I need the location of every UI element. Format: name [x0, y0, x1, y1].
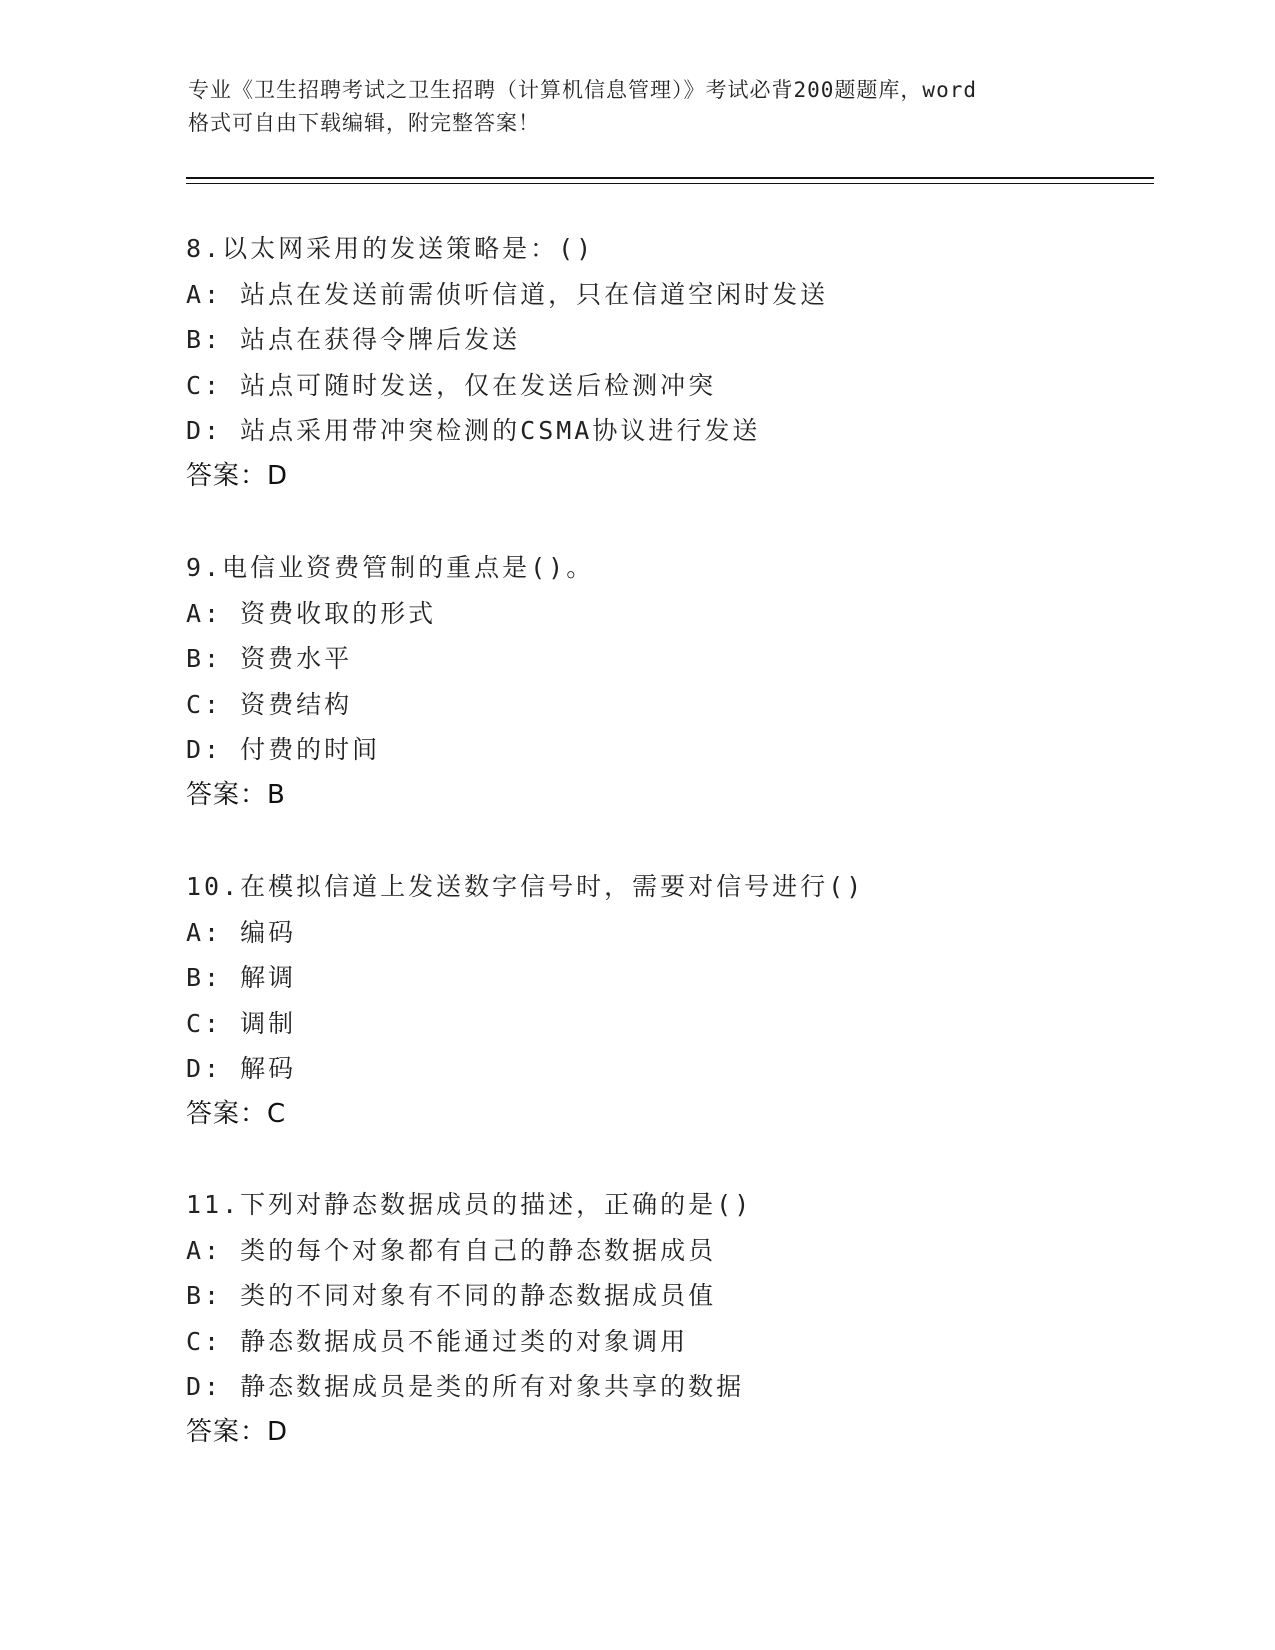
option-c: C: 站点可随时发送，仅在发送后检测冲突: [186, 370, 717, 400]
option-c: C: 资费结构: [186, 689, 353, 719]
answer-text: 答案：D: [186, 1416, 289, 1447]
option-a: A: 站点在发送前需侦听信道，只在信道空闲时发送: [186, 279, 829, 309]
answer-text: 答案：B: [186, 779, 286, 810]
option-d: D: 站点采用带冲突检测的CSMA协议进行发送: [186, 416, 761, 445]
question-block-8: [186, 226, 1146, 499]
header-line-2: 格式可自由下载编辑，附完整答案！: [188, 111, 540, 135]
option-b: B: 站点在获得令牌后发送: [186, 325, 521, 354]
header-line-1: 专业《卫生招聘考试之卫生招聘（计算机信息管理）》考试必背200题题库，word: [188, 78, 977, 102]
option-d: D: 付费的时间: [186, 735, 381, 764]
question-stem: 11.下列对静态数据成员的描述，正确的是(): [186, 1190, 753, 1219]
option-d: D: 解码: [186, 1054, 297, 1083]
question-stem: 8.以太网采用的发送策略是：(): [186, 234, 595, 263]
answer-text: 答案：C: [186, 1098, 287, 1129]
option-b: B: 类的不同对象有不同的静态数据成员值: [186, 1281, 717, 1310]
option-d: D: 静态数据成员是类的所有对象共享的数据: [186, 1372, 745, 1401]
option-a: A: 资费收取的形式: [186, 598, 437, 628]
option-b: B: 解调: [186, 963, 297, 992]
question-block-9: [186, 545, 1146, 818]
question-block-10: [186, 864, 1146, 1137]
option-c: C: 调制: [186, 1008, 297, 1038]
option-b: B: 资费水平: [186, 644, 353, 673]
answer-text: 答案：D: [186, 460, 289, 491]
header-divider-thin: [186, 183, 1154, 184]
document-header: [188, 74, 1088, 140]
option-c: C: 静态数据成员不能通过类的对象调用: [186, 1326, 689, 1356]
option-a: A: 类的每个对象都有自己的静态数据成员: [186, 1235, 717, 1265]
question-stem: 9.电信业资费管制的重点是()。: [186, 553, 595, 582]
option-a: A: 编码: [186, 917, 297, 947]
question-stem: 10.在模拟信道上发送数字信号时，需要对信号进行(): [186, 872, 865, 901]
question-block-11: [186, 1182, 1146, 1455]
header-divider-thick: [186, 177, 1154, 179]
